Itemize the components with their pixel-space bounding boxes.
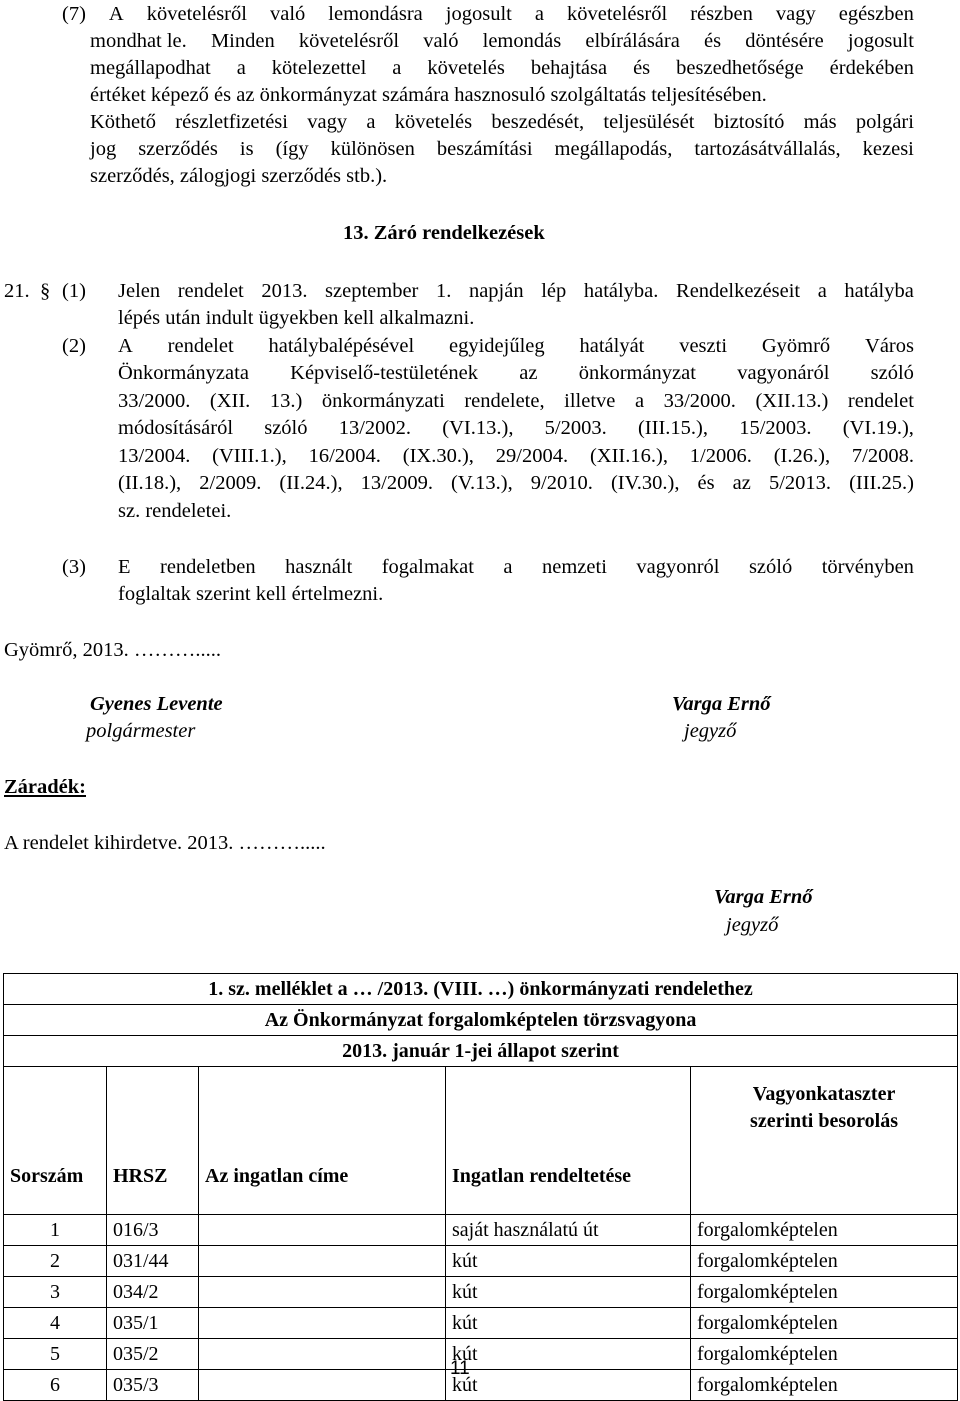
word: 1. [435, 280, 452, 302]
para7-line-7: szerződés, zálogjogi szerződés stb.). [90, 165, 388, 187]
word: szóló [870, 362, 914, 384]
row-number: 4 [4, 1308, 107, 1339]
word: jogosult [445, 3, 512, 25]
word: követelés [394, 111, 473, 133]
table-row [4, 1370, 958, 1401]
word: a [817, 280, 827, 302]
col-header-besorolas [691, 1067, 958, 1215]
word: a [503, 556, 513, 578]
word: kötelezettel [271, 57, 367, 79]
word: jog [90, 138, 117, 160]
word: részben [690, 3, 753, 25]
word: hatályba. [583, 280, 659, 302]
mayor-title: polgármester [86, 720, 196, 742]
word: Minden [210, 30, 275, 52]
word: polgári [855, 111, 914, 133]
word: (7) [62, 3, 86, 25]
para21-3-label: (3) [62, 556, 86, 578]
row-number: 2 [4, 1246, 107, 1277]
word: és [633, 57, 651, 79]
para21-2-line-3 [118, 391, 914, 412]
mayor-name: Gyenes Levente [90, 693, 223, 715]
word: hatálybalépésével [268, 335, 415, 357]
row-number: 5 [4, 1339, 107, 1370]
word: rendeletben [160, 556, 256, 578]
notary-title: jegyző [684, 720, 737, 742]
word: is [239, 138, 254, 160]
section-13-heading: 13. Záró rendelkezések [343, 222, 545, 244]
word: 33/2000. [118, 390, 191, 412]
table-row [4, 1277, 958, 1308]
word: módosításáról [118, 417, 234, 439]
word: szóló [264, 417, 308, 439]
word: mondhat le. [90, 30, 187, 52]
word: (I.26.), [773, 445, 831, 467]
word: (III.15.), [637, 417, 708, 439]
word: vagyonáról [737, 362, 830, 384]
para21-3-line-2: foglaltak szerint kell értelmezni. [118, 583, 384, 605]
word: a [392, 57, 402, 79]
para21-1-line-2: lépés után indult ügyekben kell alkalmazni. [118, 307, 475, 329]
word: beszámítási [436, 138, 533, 160]
para21-2-line-1 [118, 336, 914, 357]
word: és [703, 30, 722, 52]
word: követelésről [567, 3, 668, 25]
para21-2-line-4 [118, 418, 914, 439]
word: biztosító [713, 111, 785, 133]
row-hrsz: 034/2 [107, 1277, 199, 1308]
word: A [108, 3, 124, 25]
word: különösen [330, 138, 415, 160]
word: teljesülését [603, 111, 695, 133]
word: Gyömrő [761, 335, 831, 357]
word: rendelet [847, 390, 914, 412]
word: önkormányzat [578, 362, 696, 384]
word: részletfizetési [175, 111, 288, 133]
word: (II.24.), [279, 472, 343, 494]
word: 15/2003. [739, 417, 812, 439]
word: Jelen [118, 280, 161, 302]
word: az [732, 472, 751, 494]
word: a [366, 111, 376, 133]
word: megállapodás, [554, 138, 673, 160]
word: beszedését, [491, 111, 585, 133]
word: Köthető [90, 111, 157, 133]
word: hatályát [579, 335, 645, 357]
word: döntésére [745, 30, 824, 52]
row-purpose: kút [446, 1246, 691, 1277]
col-header-rendeltetes: Ingatlan rendeltetése [446, 1067, 691, 1215]
row-hrsz: 031/44 [107, 1246, 199, 1277]
word: rendelet [177, 280, 244, 302]
para7-line-4: értéket képező és az önkormányzat számára hasznosuló szolgáltatás teljesítésében. [90, 84, 767, 106]
word: törvényben [821, 556, 914, 578]
word: (VIII.1.), [212, 445, 287, 467]
word: a [534, 3, 544, 25]
annex-title: 1. sz. melléklet a … /2013. (VIII. …) önkormányzati rendelethez [4, 974, 958, 1005]
annex-table [3, 973, 958, 1401]
word: a [236, 57, 246, 79]
para7-line-6 [90, 139, 914, 160]
word: (XII.13.) [755, 390, 829, 412]
word: (XII. [209, 390, 251, 412]
row-hrsz: 035/2 [107, 1339, 199, 1370]
para21-1-label: (1) [62, 280, 86, 302]
row-purpose: kút [446, 1339, 691, 1370]
para21-2-line-7: sz. rendeletei. [118, 500, 232, 522]
word: lemondás [482, 30, 562, 52]
closing-label: Záradék: [4, 776, 86, 798]
word: önkormányzati [321, 390, 445, 412]
para7-line-2 [90, 31, 914, 52]
col-header-hrsz: HRSZ [107, 1067, 199, 1215]
word: való [423, 30, 459, 52]
word: (IV.30.), [610, 472, 680, 494]
row-number: 1 [4, 1215, 107, 1246]
word: beszedhetősége [676, 57, 804, 79]
word: napján [468, 280, 524, 302]
word: 33/2000. [663, 390, 736, 412]
word: használt [285, 556, 353, 578]
word: rendelete, [464, 390, 545, 412]
word: és [697, 472, 715, 494]
word: vagyonról [636, 556, 720, 578]
row-hrsz: 035/1 [107, 1308, 199, 1339]
row-purpose: saját használatú út [446, 1215, 691, 1246]
col-header-cim: Az ingatlan címe [199, 1067, 446, 1215]
para7-line-1 [62, 4, 914, 25]
table-row [4, 1215, 958, 1246]
word: lemondásra [328, 3, 423, 25]
table-row [4, 1246, 958, 1277]
word: 2013. [261, 280, 308, 302]
word: lép [541, 280, 567, 302]
row-purpose: kút [446, 1370, 691, 1401]
annex-subtitle: Az Önkormányzat forgalomképtelen törzsvagyona [4, 1005, 958, 1036]
word: A [118, 335, 133, 357]
word: való [269, 3, 306, 25]
word: Város [865, 335, 914, 357]
word: illetve [564, 390, 616, 412]
place-date: Gyömrő, 2013. ………..... [4, 639, 221, 661]
word: egyidejűleg [449, 335, 545, 357]
table-row [4, 1339, 958, 1370]
col-header-besorolas-line1: Vagyonkataszter [752, 1083, 896, 1105]
row-classification: forgalomképtelen [691, 1370, 958, 1401]
col-header-besorolas-line2: szerinti besorolás [750, 1110, 898, 1132]
row-number: 3 [4, 1277, 107, 1308]
word: vagy [775, 3, 816, 25]
word: 9/2010. [530, 472, 593, 494]
para21-number: 21. [4, 280, 30, 302]
word: 13/2009. [360, 472, 433, 494]
table-row [4, 1308, 958, 1339]
word: Rendelkezéseit [676, 280, 801, 302]
word: Képviselő-testületének [290, 362, 479, 384]
word: (III.25.) [849, 472, 914, 494]
word: rendelet [167, 335, 234, 357]
para21-2-line-2 [118, 363, 914, 384]
promulgation-line: A rendelet kihirdetve. 2013. ………..... [4, 832, 326, 854]
word: (VI.13.), [442, 417, 514, 439]
word: 13.) [269, 390, 303, 412]
word: érdekében [829, 57, 914, 79]
row-address [199, 1215, 446, 1246]
word: tartozásátvállalás, [694, 138, 841, 160]
para21-2-label: (2) [62, 335, 86, 357]
col-header-sorszam: Sorszám [4, 1067, 107, 1215]
para21-2-line-6 [118, 473, 914, 494]
word: szóló [748, 556, 793, 578]
word: más [803, 111, 837, 133]
row-address [199, 1308, 446, 1339]
notary-name: Varga Ernő [672, 693, 771, 715]
word: Önkormányzata [118, 362, 249, 384]
word: 13/2002. [338, 417, 412, 439]
annex-date-line: 2013. január 1-jei állapot szerint [4, 1036, 958, 1067]
word: egészben [838, 3, 914, 25]
row-purpose: kút [446, 1308, 691, 1339]
word: elbírálására [585, 30, 680, 52]
row-address [199, 1246, 446, 1277]
word: vagy [307, 111, 348, 133]
row-number: 6 [4, 1370, 107, 1401]
word: E [118, 556, 131, 578]
para7-line-3 [90, 58, 914, 79]
row-address [199, 1370, 446, 1401]
word: követelésről [298, 30, 400, 52]
word: 7/2008. [851, 445, 914, 467]
row-classification: forgalomképtelen [691, 1215, 958, 1246]
word: a [634, 390, 645, 412]
row-purpose: kút [446, 1277, 691, 1308]
word: (II.18.), [118, 472, 182, 494]
word: 5/2013. [768, 472, 832, 494]
word: szerződés [138, 138, 218, 160]
para21-2-line-5 [118, 446, 914, 467]
row-hrsz: 035/3 [107, 1370, 199, 1401]
row-hrsz: 016/3 [107, 1215, 199, 1246]
word: megállapodhat [90, 57, 211, 79]
word: 16/2004. [308, 445, 381, 467]
word: behajtása [530, 57, 608, 79]
word: követelés [427, 57, 505, 79]
row-classification: forgalomképtelen [691, 1308, 958, 1339]
word: 13/2004. [118, 445, 191, 467]
para21-1-line-1 [118, 281, 914, 302]
para7-line-5 [90, 112, 914, 133]
word: (VI.19.), [842, 417, 914, 439]
word: szeptember [325, 280, 419, 302]
closing-notary-title: jegyző [726, 914, 779, 936]
word: (V.13.), [451, 472, 513, 494]
word: (XII.16.), [589, 445, 668, 467]
word: az [519, 362, 538, 384]
word: 29/2004. [495, 445, 569, 467]
para21-3-line-1 [118, 557, 914, 578]
word: fogalmakat [381, 556, 474, 578]
word: 5/2003. [544, 417, 607, 439]
word: nemzeti [542, 556, 607, 578]
word: jogosult [847, 30, 914, 52]
word: hatályba [844, 280, 914, 302]
word: (IX.30.), [402, 445, 474, 467]
row-classification: forgalomképtelen [691, 1339, 958, 1370]
row-classification: forgalomképtelen [691, 1246, 958, 1277]
word: 2/2009. [199, 472, 262, 494]
word: 1/2006. [689, 445, 752, 467]
row-classification: forgalomképtelen [691, 1277, 958, 1308]
row-address [199, 1277, 446, 1308]
word: veszti [679, 335, 728, 357]
row-address [199, 1339, 446, 1370]
section-sign-icon: § [40, 280, 51, 302]
closing-notary-name: Varga Ernő [714, 886, 813, 908]
word: (így [275, 138, 309, 160]
page-number: 11 [450, 1358, 470, 1379]
word: követelésről [146, 3, 247, 25]
word: kezesi [862, 138, 914, 160]
